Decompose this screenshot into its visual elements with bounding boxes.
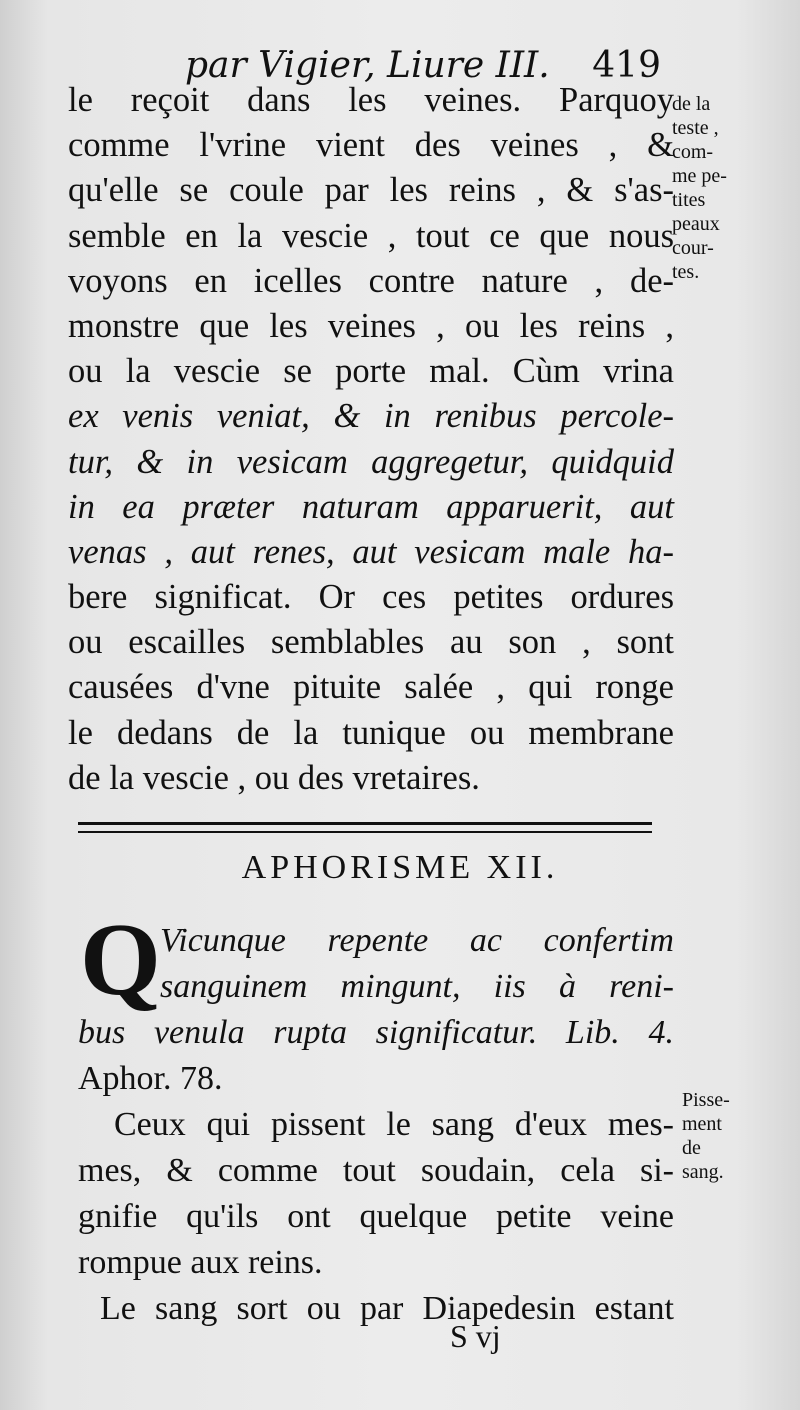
body-line: bere significat. Or ces petites ordures [68,578,674,617]
aphorism-french-line: mes, & comme tout soudain, cela si- [78,1152,674,1189]
body-line: qu'elle se coule par les reins , & s'as- [68,171,674,210]
margin-note-line: tes. [672,261,700,283]
aphorism-french-line: Ceux qui pissent le sang d'eux mes- [114,1106,674,1143]
page-number: 419 [592,45,661,86]
margin-note-line: com- [672,141,714,163]
aphorism-reference: Aphor. 78. [78,1060,223,1097]
body-text [68,78,674,801]
aphorism-french-line: Le sang sort ou par Diapedesin estant [100,1290,674,1327]
margin-note-line: me pe- [672,165,727,187]
aphorism-title: APHORISME XII. [241,849,559,886]
body-line: causées d'vne pituite salée , qui ronge [68,668,674,707]
aphorism-latin-line: sanguinem mingunt, iis à reni- [160,968,674,1005]
body-line: le dedans de la tunique ou membrane [68,713,674,752]
aphorism-french-line: rompue aux reins. [78,1244,323,1281]
margin-note [672,92,772,284]
aphorism-french-line: gnifie qu'ils ont quelque petite veine [78,1198,674,1235]
body-line-latin: ex venis veniat, & in renibus percole- [68,397,674,436]
section-rule [78,822,652,833]
margin-note-line: cour- [672,237,714,259]
body-line: semble en la vescie , tout ce que nous [68,216,674,255]
margin-note-line: peaux [672,213,720,235]
running-title: par Vigier, Liure III. [185,45,550,86]
body-line-latin: in ea præter naturam apparuerit, aut [68,487,674,526]
body-line: ou la vescie se porte mal. Cùm vrina [68,352,674,391]
body-line: monstre que les veines , ou les reins , [68,306,674,345]
signature-mark: S vj [450,1318,501,1354]
margin-note-line: teste , [672,117,719,139]
margin-note-line: Pisse- [682,1089,730,1111]
margin-note-line: de [682,1137,701,1159]
body-line-latin: tur, & in vesicam aggregetur, quidquid [68,442,674,481]
margin-note-line: tites [672,189,706,211]
body-line: ou escailles semblables au son , sont [68,623,674,662]
margin-note-line: de la [672,93,711,115]
body-line: comme l'vrine vient des veines , & [68,126,674,165]
drop-cap: Q [80,902,161,1017]
body-line: voyons en icelles contre nature , de- [68,261,674,300]
body-line: de la vescie , ou des vretaires. [68,758,480,797]
aphorism-text [78,918,674,1332]
aphorism-latin-line: Vicunque repente ac confertim [160,922,674,959]
margin-note-line: ment [682,1113,722,1135]
margin-note [682,1088,782,1184]
body-line: le reçoit dans les veines. Parquoy [68,81,674,119]
body-line-latin: venas , aut renes, aut vesicam male ha- [68,532,674,571]
margin-note-line: sang. [682,1161,724,1183]
aphorism-latin-line: bus venula rupta significatur. Lib. 4. [78,1014,674,1051]
